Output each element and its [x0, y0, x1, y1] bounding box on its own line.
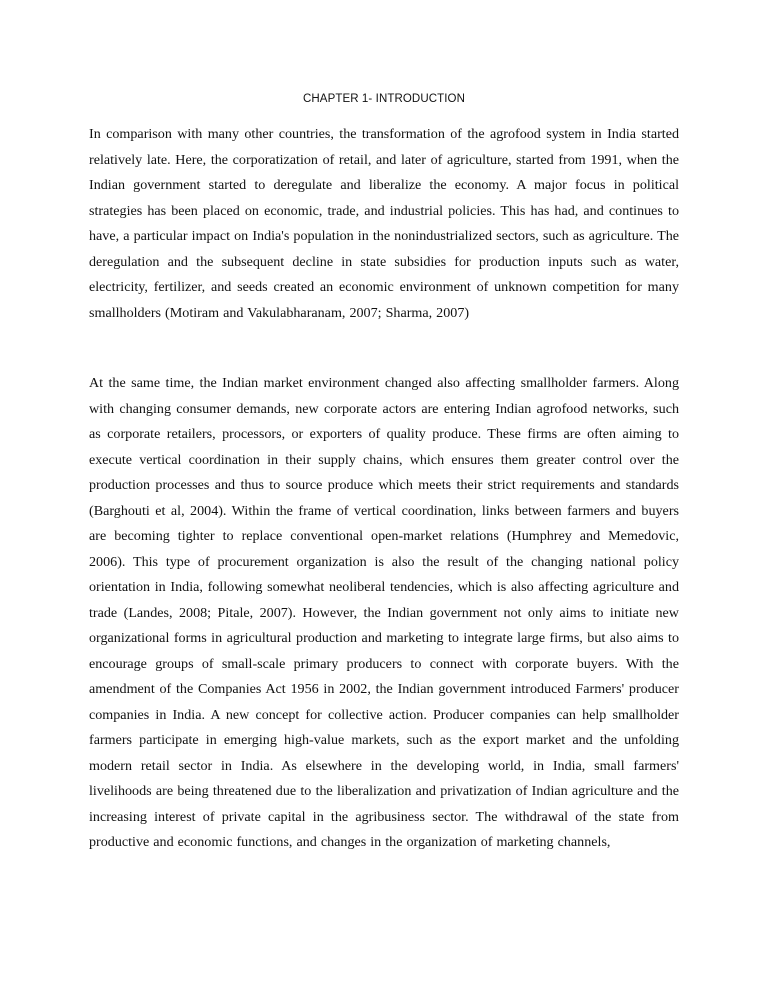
paragraph-2: At the same time, the Indian market environment changed also affecting smallholder farmers. Along with changing consumer demands, new corporate actors are entering Indian agrofood networks, such as corporate retailers, processors, or exporters of quality produce. These firms are often aiming to execute vertical coordination in their supply chains, which ensures them greater control over the production processes and thus to source produce which meets their strict requirements and standards (Barghouti et al, 2004). Within the frame of vertical coordination, links between farmers and buyers are becoming tighter to replace conventional open-market relations (Humphrey and Memedovic, 2006). This type of procurement organization is also the result of the changing national policy orientation in India, following somewhat neoliberal tendencies, which is also affecting agriculture and trade (Landes, 2008; Pitale, 2007). However, the Indian government not only aims to initiate new organizational forms in agricultural production and marketing to integrate large firms, but also aims to encourage groups of small-scale primary producers to connect with corporate buyers. With the amendment of the Companies Act 1956 in 2002, the Indian government introduced Farmers' producer companies in India. A new concept for collective action. Producer companies can help smallholder farmers participate in emerging high-value markets, such as the export market and the unfolding modern retail sector in India. As elsewhere in the developing world, in India, small farmers' livelihoods are being threatened due to the liberalization and privatization of Indian agriculture and the increasing interest of private capital in the agribusiness sector. The withdrawal of the state from productive and economic functions, and changes in the organization of marketing channels, [89, 375, 679, 850]
chapter-title: CHAPTER 1- INTRODUCTION [302, 93, 466, 105]
paragraph-1: In comparison with many other countries, the transformation of the agrofood system in India started relatively late. Here, the corporatization of retail, and later of agriculture, started from 1991, when the Indian government started to deregulate and liberalize the economy. A major focus in political strategies has been placed on economic, trade, and industrial policies. This has had, and continues to have, a particular impact on India's population in the nonindustrialized sectors, such as agriculture. The deregulation and the subsequent decline in state subsidies for production inputs such as water, electricity, fertilizer, and seeds created an economic environment of unknown competition for many smallholders (Motiram and Vakulabharanam, 2007; Sharma, 2007) [89, 126, 679, 321]
